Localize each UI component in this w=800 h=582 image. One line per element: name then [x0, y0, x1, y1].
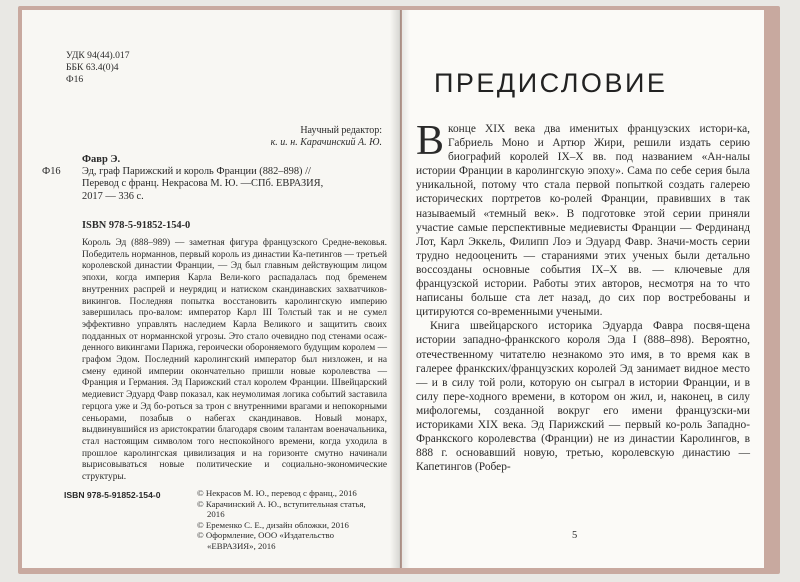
copyright-line: © Некрасов М. Ю., перевод с франц., 2016	[197, 488, 357, 498]
isbn-bottom: ISBN 978-5-91852-154-0	[64, 490, 161, 500]
paragraph-2: Книга швейцарского историка Эдуарда Фавра посвя-щена истории западно-франкского короля Эда I (888–898). Вероятно, отечественному читателю незнакомо это имя, в то время как в галерее франкских/французских королей Эд занимает видное место — и в силу той роли, которую он сыграл в истории Франции, и в силу пере-ходного времени, в котором он жил, и, наконец, в силу мифологемы, созданной вокруг его имени французски-ми историками XIX века. Эд Парижский — первый ко-роль Западно-Франкского королевства (Франции) не из династии Каролингов, в 888 г. основавший новую, третью, королевскую династию — Капетингов (Робер-	[416, 320, 750, 474]
copyright-line: © Оформление, ООО «Издательство	[197, 530, 335, 540]
copyright-line: © Еременко С. Е., дизайн обложки, 2016	[197, 519, 349, 530]
annotation-text: Король Эд (888–989) — заметная фигура французского Средне-вековья. Победитель норманнов, первый король из династии Ка-петингов — третьей королевской династии Франции, — Эд был главным действующим лицом эпохи, когда империя Карла Вели-кого распадалась под бременем внутренних распрей и неурядиц и натиском скандинавских захватчиков-викингов. Последняя попытка восстановить каролингскую империю завершилась про-валом: император Карл III Толстый так и не сумел эффективно управлять наследием Карла Великого и защитить своих подданных от норманнской угрозы. Это стало очевидно под стенами осаж-денного викингами Парижа, героически обороняемого будущим королем — графом Эдом. Последний каролингский император был низложен, и на смену единой империи окончательно пришли новые королевства — Франция и Германия. Эд Парижский стал королем Франции. Швейцарский медиевист Эдуард Фавр показал, как неумолимая логика событий заставила герцога уже и Эд бо-роться за трон с внутренними врагами и непокорными сеньорами, позабыв о набегах скандинавов. Новый монарх, выдвинувшийся из аристократии благодаря своим талантам военачальника, стал настоящим символом того неспокойного времени, когда уходила в прошлое каролингская цивилизация и на горизонте смутно начинали вырисовываться новые политические и социально-экономические структуры.	[82, 238, 387, 483]
author-heading: Фавр Э.	[82, 154, 121, 165]
udk-code: УДК 94(44).017	[66, 50, 130, 61]
left-page	[22, 10, 400, 568]
paragraph-1	[416, 118, 750, 319]
paragraph-1-text: конце XIX века два именитых французских истори-ка, Габриель Моно и Артюр Жири, решили издать серию биографий королей IX–X вв. под названием «Ан-налы истории Франции в каролингскую эпоху». Сама по себе серия была уникальной, потому что стала первой попыткой создать галерею исторических портретов ко-ролей Франции, правивших в так называемый «темный век». В подготовке этой серии приняли участие самые перспективные медиевисты Франции — Фердинанд Лот, Карл Эккель, Филипп Лоэ и Эдуард Фавр. Значи-мость серии трудно недооценить — стараниями этих ученых были детально воссозданы основные события IX–X вв. — ключевые для французской истории. Работы этих авторов, несмотря на то что написаны больше ста лет назад, до сих пор востребованы и цитируются со-временными учеными.	[416, 123, 750, 319]
bbk-code: ББК 63.4(0)4	[66, 62, 119, 73]
right-page	[402, 10, 764, 568]
scientific-editor	[172, 125, 382, 149]
isbn-main: ISBN 978-5-91852-154-0	[82, 220, 191, 231]
drop-cap: В	[416, 118, 445, 164]
editor-name: к. и. н. Карачинский А. Ю.	[270, 137, 382, 148]
book-gutter-shadow	[390, 10, 410, 568]
chapter-title: ПРЕДИСЛОВИЕ	[434, 68, 668, 98]
book-spread	[18, 6, 780, 574]
editor-label: Научный редактор:	[300, 125, 382, 136]
catalog-line-1: Эд, граф Парижский и король Франции (882–898) //	[82, 166, 311, 177]
page-number: 5	[572, 530, 578, 541]
copyright-block	[197, 488, 397, 551]
classification-block	[66, 50, 216, 86]
copyright-line-continued: «ЕВРАЗИЯ», 2016	[207, 540, 276, 551]
author-sign-code: Ф16	[66, 74, 84, 85]
preface-body	[416, 118, 750, 474]
catalog-code: Ф16	[42, 166, 61, 177]
catalog-line-2: Перевод с франц. Некрасова М. Ю. —СПб. ЕВРАЗИЯ,	[82, 178, 324, 190]
copyright-line: © Карачинский А. Ю., вступительная статья,	[197, 498, 366, 509]
catalog-record	[42, 166, 382, 203]
catalog-line-3: 2017 — 336 с.	[82, 190, 144, 202]
copyright-line-continued: 2016	[207, 509, 225, 519]
